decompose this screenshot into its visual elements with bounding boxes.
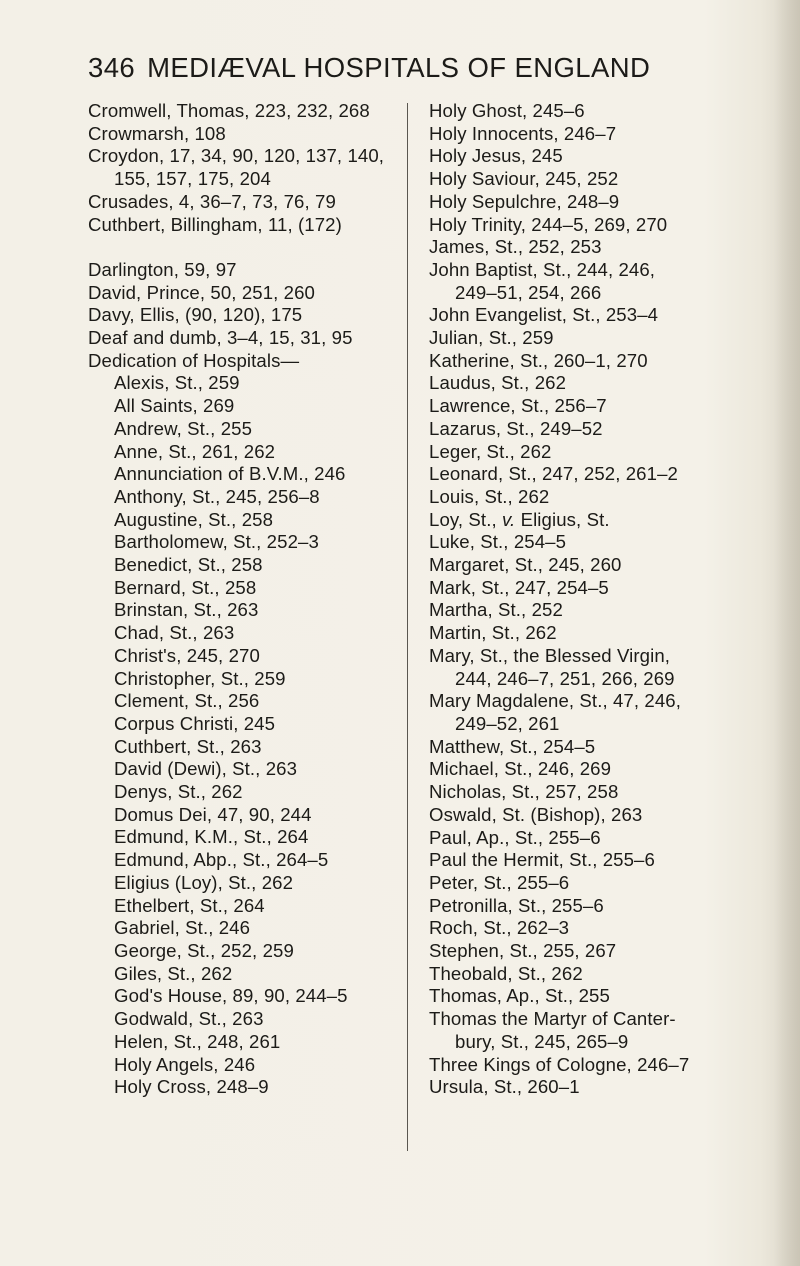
index-entry-text: Benedict, St., 258 [114,554,263,576]
page-header [88,52,728,92]
index-entry [88,849,408,872]
index-entry-text: Mark, St., 247, 254–5 [429,576,609,598]
index-entry-text: Mary, St., the Blessed Virgin, [429,644,671,666]
index-entry [429,940,779,963]
index-column-left [88,100,408,1099]
index-entry-text: Corpus Christi, 245 [114,712,276,734]
index-entry-text: Ethelbert, St., 264 [114,894,265,916]
index-entry [429,214,779,237]
index-entry-text: Leger, St., 262 [429,440,552,462]
index-entry [429,191,779,214]
index-entry [88,509,408,532]
index-entry [88,372,408,395]
index-entry [88,441,408,464]
index-entry-text: Louis, St., 262 [429,485,550,507]
index-entry-text: Stephen, St., 255, 267 [429,940,617,962]
index-entry-text: Holy Jesus, 245 [429,145,563,167]
index-entry-text: Darlington, 59, 97 [88,258,237,280]
index-entry [88,100,408,123]
index-entry-text: All Saints, 269 [114,395,235,417]
index-entry [429,463,779,486]
index-entry [88,191,408,214]
index-entry-text: Thomas the Martyr of Canter- [429,1008,676,1030]
index-entry [429,599,779,622]
index-entry [429,486,779,509]
index-entry-text: Andrew, St., 255 [114,417,253,439]
index-entry-text: Augustine, St., 258 [114,508,274,530]
index-entry [429,849,779,872]
index-entry [88,214,408,237]
index-entry-text: Holy Angels, 246 [114,1053,256,1075]
index-entry-continuation: 155, 157, 175, 204 [114,168,271,190]
index-entry-text: Eligius (Loy), St., 262 [114,871,294,893]
index-entry-text: David, Prince, 50, 251, 260 [88,281,315,303]
index-entry [88,804,408,827]
index-entry-text: Holy Trinity, 244–5, 269, 270 [429,213,668,235]
index-entry-text: Holy Innocents, 246–7 [429,122,617,144]
index-entry [88,895,408,918]
index-entry-text: Peter, St., 255–6 [429,871,570,893]
index-entry-text: Matthew, St., 254–5 [429,735,596,757]
index-entry [88,645,408,668]
index-entry [88,350,408,373]
index-entry-text: Ursula, St., 260–1 [429,1076,580,1098]
index-entry-text: Bartholomew, St., 252–3 [114,531,319,553]
index-entry [429,259,779,304]
index-entry [429,304,779,327]
index-entry-text: Holy Sepulchre, 248–9 [429,190,620,212]
index-entry [88,599,408,622]
index-entry [429,758,779,781]
index-entry-text: Domus Dei, 47, 90, 244 [114,803,312,825]
index-entry [429,1008,779,1053]
index-entry-text: Lazarus, St., 249–52 [429,417,603,439]
index-entry-text: John Baptist, St., 244, 246, [429,258,656,280]
index-entry [429,1076,779,1099]
index-entry [88,826,408,849]
index-entry [429,872,779,895]
index-entry [88,327,408,350]
index-entry-text: Crusades, 4, 36–7, 73, 76, 79 [88,190,336,212]
index-entry-text: George, St., 252, 259 [114,940,294,961]
index-entry-text: Annunciation of B.V.M., 246 [114,463,346,485]
index-entry [88,123,408,146]
index-entry-text: Christ's, 245, 270 [114,644,260,666]
index-entry-text: David (Dewi), St., 263 [114,758,298,780]
index-entry [88,985,408,1008]
index-entry [88,486,408,509]
index-entry-text: Croydon, 17, 34, 90, 120, 137, 140, [88,145,385,167]
index-entry [88,713,408,736]
index-entry [88,781,408,804]
index-entry [429,327,779,350]
index-entry-text: Davy, Ellis, (90, 120), 175 [88,304,303,326]
index-entry-text: Oswald, St. (Bishop), 263 [429,803,643,825]
index-entry-text: Thomas, Ap., St., 255 [429,985,610,1007]
index-entry-text: Katherine, St., 260–1, 270 [429,349,648,371]
index-entry-text: Anthony, St., 245, 256–8 [114,485,320,507]
index-entry [429,917,779,940]
index-entry-text: Lawrence, St., 256–7 [429,395,607,417]
page-number: 346 [88,52,136,83]
index-entry-text: Michael, St., 246, 269 [429,758,612,780]
index-entry-text: Cromwell, Thomas, 223, 232, 268 [88,100,370,121]
index-entry [88,872,408,895]
index-entry-text: Nicholas, St., 257, 258 [429,781,619,803]
index-entry [88,531,408,554]
index-entry [88,940,408,963]
index-entry [88,1054,408,1077]
index-entry [88,1076,408,1099]
index-entry [429,441,779,464]
index-entry-text: Julian, St., 259 [429,327,554,349]
index-entry [429,804,779,827]
index-entry [429,554,779,577]
index-entry-text: Margaret, St., 245, 260 [429,554,622,576]
index-entry-text: Deaf and dumb, 3–4, 15, 31, 95 [88,327,353,349]
index-entry-text: Brinstan, St., 263 [114,599,259,621]
index-entry-text: Leonard, St., 247, 252, 261–2 [429,463,678,485]
index-entry-text: John Evangelist, St., 253–4 [429,304,659,326]
index-entry-continuation: 249–52, 261 [455,712,560,734]
index-entry-text: Laudus, St., 262 [429,372,567,394]
index-entry [88,622,408,645]
index-entry-continuation: bury, St., 245, 265–9 [455,1030,629,1052]
index-entry [429,123,779,146]
index-entry [88,304,408,327]
index-entry-text: James, St., 252, 253 [429,236,602,258]
index-entry [88,736,408,759]
index-entry-text: Chad, St., 263 [114,622,235,644]
index-entry-text: Holy Cross, 248–9 [114,1076,269,1098]
index-entry-text: Helen, St., 248, 261 [114,1030,281,1052]
column-divider [407,103,408,1151]
index-entry-text: Eligius, St. [515,508,610,530]
index-entry [429,418,779,441]
index-entry [88,418,408,441]
index-entry [88,1008,408,1031]
index-entry [429,645,779,690]
index-entry-continuation: 249–51, 254, 266 [455,281,602,303]
index-entry-text: Luke, St., 254–5 [429,531,567,553]
index-entry [88,963,408,986]
index-entry [88,577,408,600]
index-entry [429,168,779,191]
running-title: MEDIÆVAL HOSPITALS OF ENGLAND [147,52,651,83]
index-entry-text: Cuthbert, Billingham, 11, (172) [88,213,342,235]
index-entry-text: Gabriel, St., 246 [114,917,251,939]
index-entry [429,236,779,259]
index-entry-text: Bernard, St., 258 [114,576,257,598]
index-entry-text: Petronilla, St., 255–6 [429,894,604,916]
index-entry-text: Godwald, St., 263 [114,1008,264,1030]
index-entry [429,736,779,759]
index-entry-text: Three Kings of Cologne, 246–7 [429,1053,690,1075]
index-entry-text: Giles, St., 262 [114,962,233,984]
index-entry [429,100,779,123]
index-entry-text: Crowmarsh, 108 [88,122,226,144]
index-entry [88,554,408,577]
index-entry [88,259,408,282]
index-entry-text: Holy Saviour, 245, 252 [429,168,619,190]
index-entry [429,531,779,554]
index-entry [429,827,779,850]
index-entry [88,395,408,418]
index-entry-cross-reference: v. [502,508,516,530]
index-entry-text: Dedication of Hospitals— [88,349,300,371]
index-entry [429,509,779,532]
index-entry-text: Edmund, Abp., St., 264–5 [114,849,329,871]
index-column-right [429,100,779,1099]
index-entry [429,690,779,735]
index-entry [429,963,779,986]
index-entry [88,282,408,305]
index-entry [429,145,779,168]
index-entry [429,622,779,645]
index-entry-text: Paul the Hermit, St., 255–6 [429,849,655,871]
index-entry [88,668,408,691]
index-entry-text: Anne, St., 261, 262 [114,440,276,462]
index-section-gap [88,236,408,259]
index-entry-text: Theobald, St., 262 [429,962,583,984]
index-entry [88,145,408,190]
index-entry-text: Holy Ghost, 245–6 [429,100,585,121]
index-entry-text: Paul, Ap., St., 255–6 [429,826,601,848]
index-entry [88,1031,408,1054]
index-entry-text: Martha, St., 252 [429,599,563,621]
index-entry [429,350,779,373]
index-entry-text: Edmund, K.M., St., 264 [114,826,309,848]
index-entry [429,985,779,1008]
index-entry-continuation: 244, 246–7, 251, 266, 269 [455,667,675,689]
index-entry-text: Christopher, St., 259 [114,667,286,689]
index-entry-text: Roch, St., 262–3 [429,917,570,939]
index-entry [88,690,408,713]
index-entry-text: Alexis, St., 259 [114,372,240,394]
index-entry [429,1054,779,1077]
index-entry-text: Clement, St., 256 [114,690,260,712]
index-entry-text: Loy, St., [429,508,502,530]
index-entry [429,895,779,918]
index-entry-text: God's House, 89, 90, 244–5 [114,985,348,1007]
index-entry [88,463,408,486]
index-entry [429,372,779,395]
index-entry-text: Martin, St., 262 [429,622,557,644]
index-entry [88,758,408,781]
index-entry-text: Mary Magdalene, St., 47, 246, [429,690,681,712]
index-entry [429,781,779,804]
index-entry [429,577,779,600]
index-entry-text: Cuthbert, St., 263 [114,735,262,757]
index-entry-text: Denys, St., 262 [114,781,243,803]
index-entry [88,917,408,940]
index-entry [429,395,779,418]
